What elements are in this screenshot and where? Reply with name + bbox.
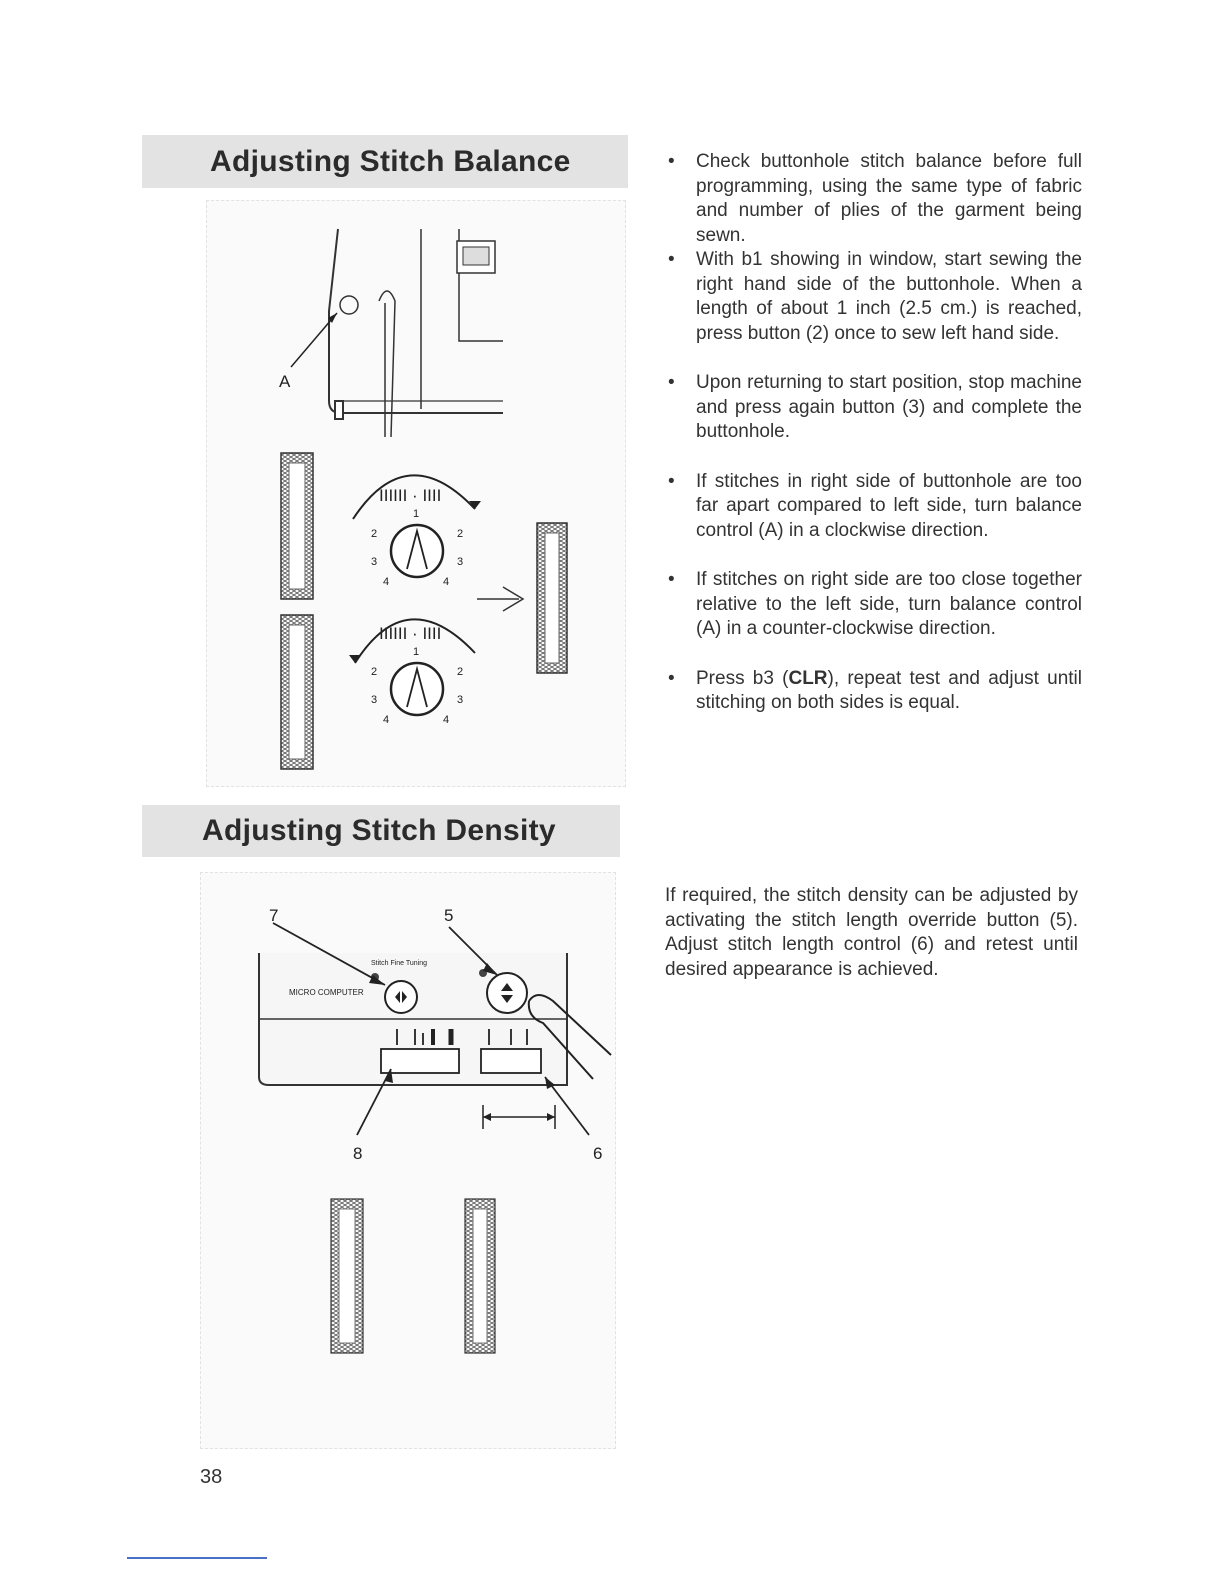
density-illustration [201, 873, 615, 1448]
dial-number: 3 [371, 694, 378, 706]
page-number: 38 [200, 1466, 223, 1488]
footer-line [127, 1557, 267, 1559]
stitch-length-override-button [487, 973, 527, 1013]
dial-number: 1 [413, 646, 420, 658]
balance-dial-counter-clockwise [349, 619, 475, 726]
dial-number: 2 [371, 528, 378, 540]
callout-6 [545, 1077, 602, 1163]
label-6: 6 [593, 1144, 603, 1163]
list-item: • Upon returning to start position, stop machine and press again button (3) and complete the buttonhole. [668, 371, 1082, 445]
stitch-balance-instructions [668, 150, 1082, 716]
balance-dial-clockwise [353, 475, 481, 588]
label-a: A [279, 372, 291, 391]
dial-number: 4 [443, 714, 450, 726]
dial-marks: IIIIII · IIII [379, 486, 442, 505]
list-item: • If stitches in right side of buttonhole are too far apart compared to left side, turn balance control (A) in a clockwise direction. [668, 470, 1082, 544]
panel-text: MICRO COMPUTER [289, 988, 364, 997]
label-5: 5 [444, 906, 454, 925]
balance-illustration [207, 201, 625, 786]
bullet-prefix: Press b3 ( [696, 667, 789, 689]
clr-key: CLR [788, 667, 828, 689]
dial-number: 1 [413, 508, 420, 520]
dial-number: 3 [371, 556, 378, 568]
list-item: • With b1 showing in window, start sewing the right hand side of the buttonhole. When a length of about 1 inch (2.5 cm.) is reached, press button (2) once to sew left hand side. [668, 248, 1082, 346]
section-title: Adjusting Stitch Balance [210, 144, 571, 178]
list-item: • Check buttonhole stitch balance before full programming, using the same type of fabric and number of plies of the garment being sewn. [668, 150, 1082, 248]
buttonhole-sample-before [281, 453, 313, 769]
dial-number: 2 [371, 666, 378, 678]
dial-number: 4 [383, 714, 390, 726]
machine-drawing [329, 229, 503, 437]
label-7: 7 [269, 906, 279, 925]
dial-number: 2 [457, 528, 464, 540]
slide-range-indicator [483, 1105, 555, 1129]
stitch-fine-tuning-button [385, 981, 417, 1013]
section-heading-stitch-balance [142, 135, 628, 188]
buttonhole-samples [331, 1199, 495, 1353]
stitch-density-instructions: If required, the stitch density can be adjusted by activating the stitch length override button (5). Adjust stitch length control (6) and retest until desired appearance is achieved. [665, 885, 1078, 980]
list-item [668, 667, 1082, 716]
dial-number: 4 [383, 576, 390, 588]
section-heading-stitch-density [142, 805, 620, 857]
stitch-balance-figure [206, 200, 626, 787]
dial-number: 3 [457, 556, 464, 568]
dial-number: 3 [457, 694, 464, 706]
dial-marks: IIIIII · IIII [379, 624, 442, 643]
bullet-suffix: ), repeat test and adjust until stitching on both sides is equal. [696, 667, 1082, 713]
stitch-density-figure [200, 872, 616, 1449]
label-8: 8 [353, 1144, 363, 1163]
section-title: Adjusting Stitch Density [202, 814, 556, 847]
fine-tuning-text: Stitch Fine Tuning [371, 960, 428, 967]
balanced-result [477, 523, 567, 673]
dial-number: 2 [457, 666, 464, 678]
dial-number: 4 [443, 576, 450, 588]
list-item: • If stitches on right side are too close together relative to the left side, turn balance control (A) in a counter-clockwise direction. [668, 568, 1082, 642]
